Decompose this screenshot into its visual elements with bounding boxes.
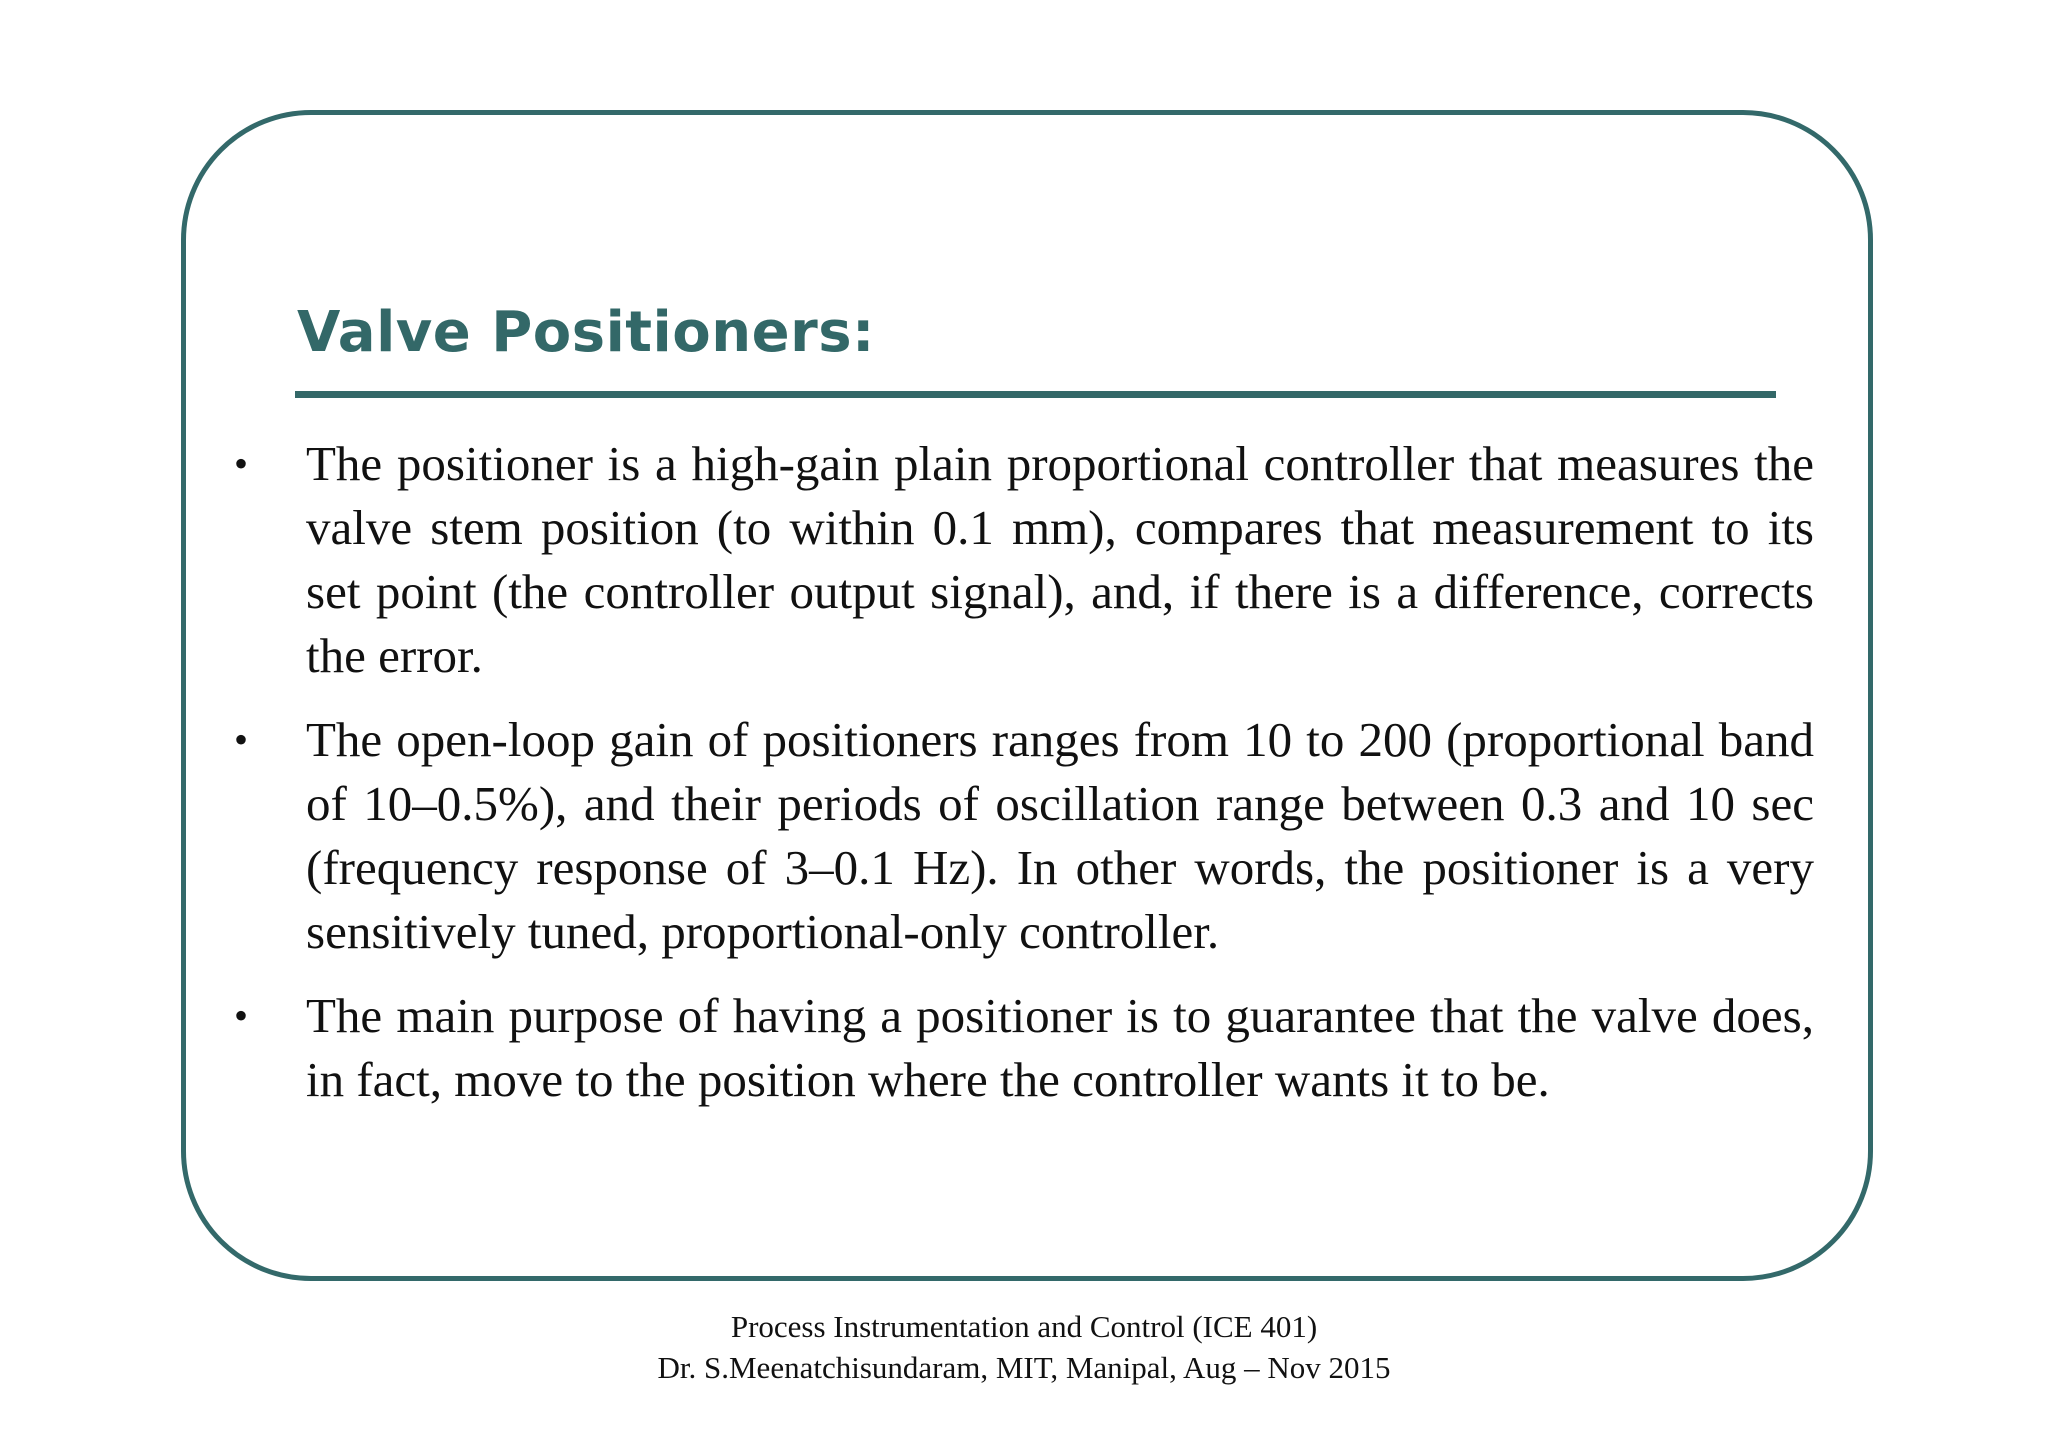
- bullet-text: The main purpose of having a positioner is to guarantee that the valve does, in fact, move to the position where the controller wants it to be.: [306, 988, 1814, 1107]
- bullet-item: [234, 984, 1814, 1112]
- footer-author: Dr. S.Meenatchisundaram, MIT, Manipal, Aug – Nov 2015: [657, 1350, 1391, 1385]
- footer-course: Process Instrumentation and Control (ICE 401): [730, 1309, 1318, 1344]
- footer: [0, 1306, 2048, 1388]
- bullet-marker: •: [234, 441, 249, 486]
- bullet-marker: •: [234, 993, 249, 1038]
- bullet-marker: •: [234, 717, 249, 762]
- bullet-list: [234, 432, 1814, 1132]
- title-underline: [295, 391, 1776, 398]
- bullet-item: [234, 708, 1814, 964]
- bullet-item: [234, 432, 1814, 688]
- bullet-text: The positioner is a high-gain plain proportional controller that measures the valve stem position (to within 0.1 mm), compares that measurement to its set point (the controller output signal), and, if there is a difference, corrects the error.: [306, 436, 1814, 683]
- slide-title: Valve Positioners:: [297, 300, 875, 365]
- bullet-text: The open-loop gain of positioners ranges from 10 to 200 (proportional band of 10–0.5%), and their periods of oscillation range between 0.3 and 10 sec (frequency response of 3–0.1 Hz). In other words, the positioner is a very sensitively tuned, proportional-only controller.: [306, 712, 1814, 959]
